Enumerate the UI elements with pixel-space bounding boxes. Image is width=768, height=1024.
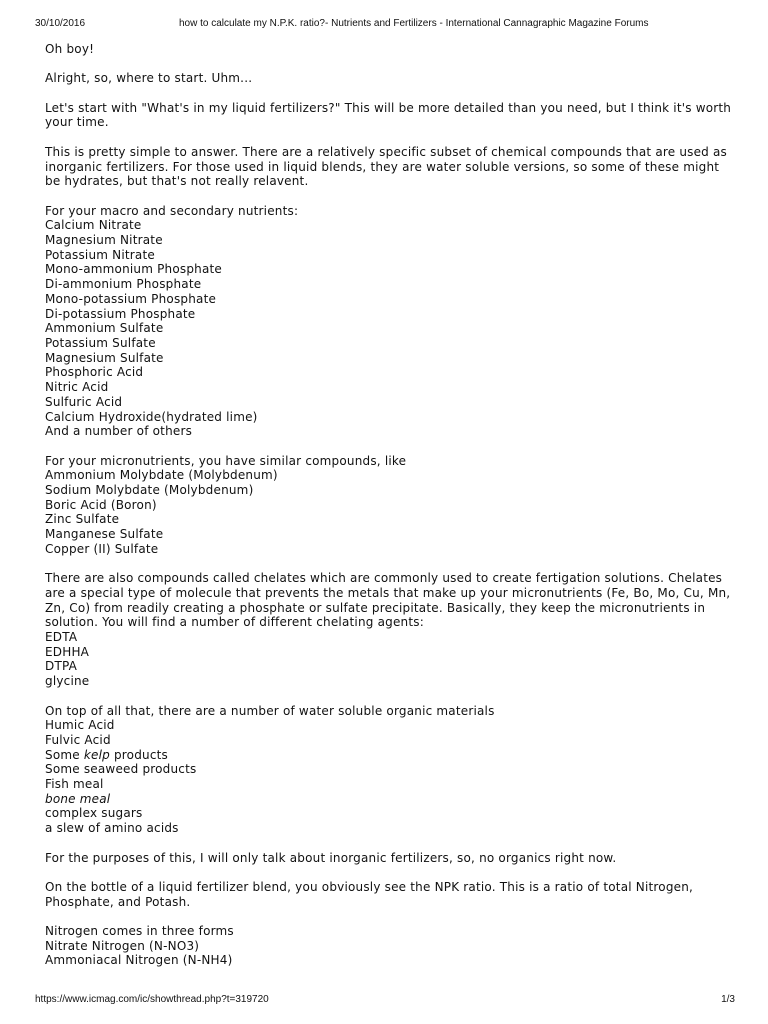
list-item: EDTA [45, 630, 78, 645]
list-item: Phosphoric Acid [45, 365, 144, 380]
list-item: Copper (II) Sulfate [45, 541, 159, 556]
list-item: Some seaweed products [45, 762, 197, 777]
list-item: Humic Acid [45, 718, 115, 733]
list-item: Zinc Sulfate [45, 512, 120, 527]
list-item: complex sugars [45, 806, 143, 821]
paragraph: Let's start with "What's in my liquid fertilizers?" This will be more detailed than you need, but I think it's worth your time. [45, 100, 732, 130]
list-item: Nitric Acid [45, 380, 109, 395]
list-item: Mono-ammonium Phosphate [45, 262, 223, 277]
list-item: glycine [45, 674, 90, 689]
list-item [45, 748, 735, 763]
list-item: a slew of amino acids [45, 821, 179, 836]
list-item: Manganese Sulfate [45, 527, 164, 542]
list-item: Di-potassium Phosphate [45, 306, 196, 321]
list-item: Fish meal [45, 777, 104, 792]
list-item: Potassium Nitrate [45, 247, 155, 262]
macro-nutrient-list [45, 204, 735, 439]
list-item: Calcium Hydroxide(hydrated lime) [45, 409, 258, 424]
emphasis-text: bone meal [45, 791, 111, 806]
print-date: 30/10/2016 [35, 18, 86, 29]
list-item: Sulfuric Acid [45, 394, 123, 409]
list-item: EDHHA [45, 644, 90, 659]
list-item [45, 792, 735, 807]
post-body [45, 42, 735, 983]
list-item: Ammonium Molybdate (Molybdenum) [45, 468, 278, 483]
list-intro: For your macro and secondary nutrients: [45, 203, 299, 218]
paragraph: Alright, so, where to start. Uhm... [45, 71, 253, 86]
print-header [0, 0, 768, 30]
list-item: Calcium Nitrate [45, 218, 142, 233]
list-item: Mono-potassium Phosphate [45, 291, 217, 306]
paragraph: On the bottle of a liquid fertilizer blend, you obviously see the NPK ratio. This is a ratio of total Nitrogen, Phosphate, and Potash. [45, 879, 694, 909]
page-number: 1/3 [721, 994, 735, 1005]
paragraph: Oh boy! [45, 42, 95, 56]
page-url: https://www.icmag.com/ic/showthread.php?t=319720 [35, 994, 269, 1005]
paragraph: For the purposes of this, I will only talk about inorganic fertilizers, so, no organics right now. [45, 850, 617, 865]
list-item: Fulvic Acid [45, 732, 111, 747]
organic-list [45, 704, 735, 836]
paragraph: There are also compounds called chelates which are commonly used to create fertigation solutions. Chelates are a special type of molecule that prevents the metals that make up your micronutrients (Fe, Bo, Mo, Cu, Mn, Zn, Co) from readily creating a phosphate or sulfate precipitate. Basically, they keep the micronutrients in solution. You will find a number of different chelating agents: [45, 571, 731, 630]
text-segment: Some [45, 747, 84, 762]
list-item: Magnesium Sulfate [45, 350, 164, 365]
text-segment: products [109, 747, 168, 762]
list-item: Ammoniacal Nitrogen (N-NH4) [45, 953, 233, 968]
list-item: Di-ammonium Phosphate [45, 277, 202, 292]
list-item: Boric Acid (Boron) [45, 497, 157, 512]
list-item: Magnesium Nitrate [45, 233, 163, 248]
list-item: And a number of others [45, 424, 193, 439]
list-intro: On top of all that, there are a number of water soluble organic materials [45, 703, 495, 718]
print-footer [0, 994, 768, 1014]
list-item: DTPA [45, 659, 78, 674]
nitrogen-list [45, 924, 735, 968]
list-item: Ammonium Sulfate [45, 321, 164, 336]
list-intro: Nitrogen comes in three forms [45, 924, 234, 939]
list-item: Sodium Molybdate (Molybdenum) [45, 483, 254, 498]
list-intro: For your micronutrients, you have similar compounds, like [45, 453, 407, 468]
page-title: how to calculate my N.P.K. ratio?- Nutrients and Fertilizers - International Cannagraphic Magazine Forums [179, 18, 649, 29]
list-item: Potassium Sulfate [45, 336, 156, 350]
chelate-section [45, 571, 735, 689]
emphasis-text: kelp [83, 747, 110, 762]
micro-nutrient-list [45, 454, 735, 557]
list-item: Nitrate Nitrogen (N-NO3) [45, 938, 200, 953]
paragraph: This is pretty simple to answer. There are a relatively specific subset of chemical compounds that are used as inorganic fertilizers. For those used in liquid blends, they are water soluble versions, so some of these might be hydrates, but that's not really relavent. [45, 144, 728, 189]
